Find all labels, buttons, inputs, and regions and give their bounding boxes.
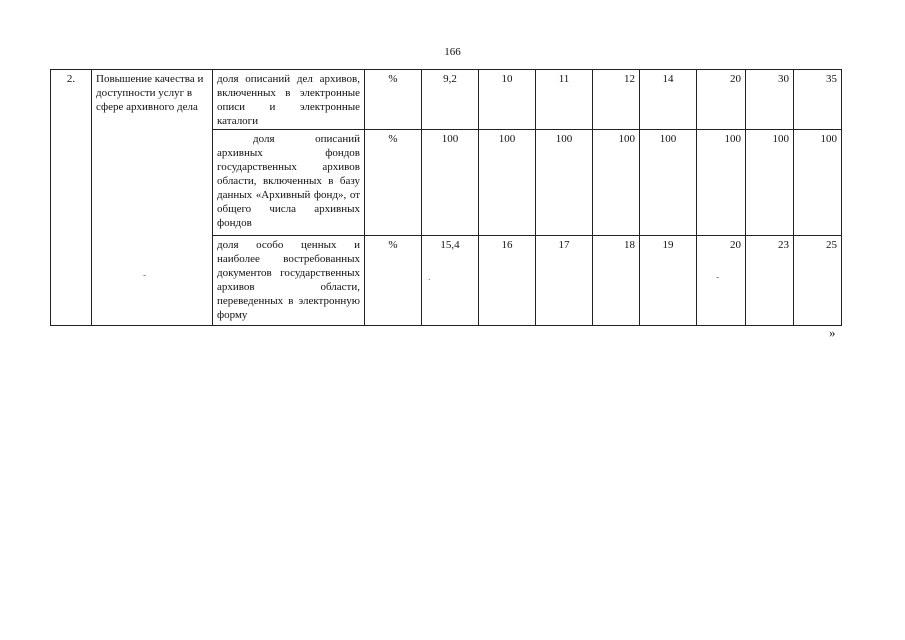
value-cell: 23 xyxy=(746,236,794,326)
value-cell: 30 xyxy=(746,70,794,130)
table-row xyxy=(51,70,842,130)
value-cell: 100 xyxy=(794,130,842,236)
indicator-name: доля описаний архивных фондов государственных архивов области, включенных в базу данных «Архивный фонд», от общего числа архивных фондов xyxy=(213,130,365,236)
task-name: Повышение качества и доступности услуг в сфере архивного дела xyxy=(92,70,213,326)
value-cell: 9,2 xyxy=(422,70,479,130)
value-cell: 15,4 xyxy=(422,236,479,326)
value-cell: 11 xyxy=(536,70,593,130)
value-cell: 100 xyxy=(479,130,536,236)
indicators-table xyxy=(50,69,842,326)
unit-cell: % xyxy=(365,236,422,326)
value-cell: 25 xyxy=(794,236,842,326)
value-cell: 100 xyxy=(746,130,794,236)
value-cell: 35 xyxy=(794,70,842,130)
unit-cell: % xyxy=(365,70,422,130)
closing-quote: » xyxy=(829,325,836,340)
value-cell: 100 xyxy=(536,130,593,236)
page-number: 166 xyxy=(444,46,461,58)
value-cell: 18 xyxy=(593,236,640,326)
scan-speck: - xyxy=(716,272,720,283)
value-cell: 20 xyxy=(697,70,746,130)
row-number: 2. xyxy=(51,70,92,326)
scan-speck: . xyxy=(428,272,431,283)
scan-speck: - xyxy=(143,270,147,281)
value-cell: 20 xyxy=(697,236,746,326)
indicator-name: доля особо ценных и наиболее востребованных документов государственных архивов области, переведенных в электронную форму xyxy=(213,236,365,326)
value-cell: 10 xyxy=(479,70,536,130)
value-cell: 16 xyxy=(479,236,536,326)
value-cell: 14 xyxy=(640,70,697,130)
value-cell: 100 xyxy=(697,130,746,236)
value-cell: 100 xyxy=(593,130,640,236)
value-cell: 19 xyxy=(640,236,697,326)
value-cell: 17 xyxy=(536,236,593,326)
unit-cell: % xyxy=(365,130,422,236)
indicator-name: доля описаний дел архивов, включенных в электронные описи и электронные каталоги xyxy=(213,70,365,130)
value-cell: 100 xyxy=(422,130,479,236)
value-cell: 100 xyxy=(640,130,697,236)
value-cell: 12 xyxy=(593,70,640,130)
